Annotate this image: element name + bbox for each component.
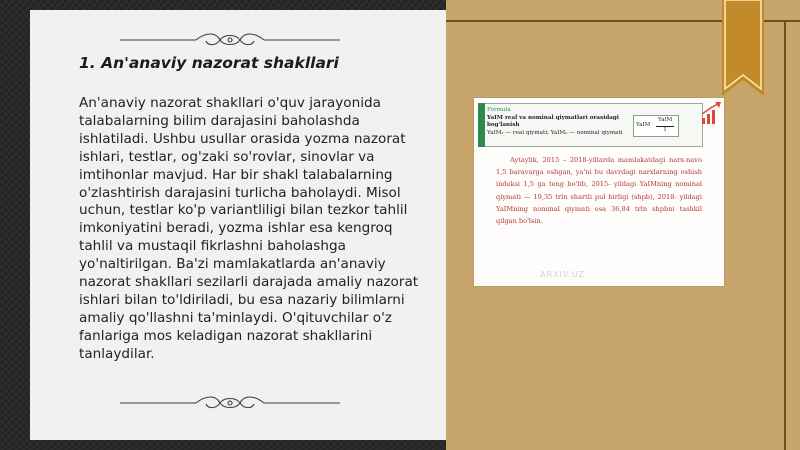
gold-line-right bbox=[784, 20, 786, 450]
formula-text bbox=[487, 107, 627, 137]
formula-title: YaIM real va nominal qiymatlari orasidagi bog'lanish bbox=[487, 114, 619, 129]
watermark: ARXIV.UZ bbox=[540, 270, 586, 279]
growth-arrow-icon bbox=[700, 100, 722, 126]
bookmark-ribbon-icon bbox=[720, 0, 766, 98]
fraction-bottom: I bbox=[664, 127, 667, 133]
fraction-top: YaIM bbox=[658, 117, 673, 123]
flourish-bottom-ornament-icon bbox=[120, 393, 340, 413]
formula-fraction bbox=[633, 115, 679, 137]
fraction-label: YaIM bbox=[636, 122, 651, 128]
slide-body-text: An'anaviy nazorat shakllari o'quv jarayonida talabalarning bilim darajasini baholashda ishlatiladi. Ushbu usullar orasida yozma nazorat ishlari, testlar, og'zaki so'rovlar, sinovlar va imtihonlar mavjud. Har bir shakl talabalarning o'zlashtirish darajasini turlicha baholaydi. Misol uchun, testlar ko'p variantliligi bilan tezkor tahlil imkoniyatini beradi, yozma ishlar esa kengroq tahlil va mustaqil fikrlashni baholashga yo'naltirilgan. Ba'zi mamlakatlarda an'anaviy nazorat shakllari sezilarli darajada amaliy nazorat ishlari bilan to'ldiriladi, bu esa nazariy bilimlarni amaliy qo'llashni ta'minlaydi. O'qituvchilar o'z fanlariga mos keladigan nazorat shakllarini tanlaydilar. bbox=[79, 95, 419, 362]
slide-title: 1. An'anaviy nazorat shakllari bbox=[79, 54, 339, 72]
formula-badge bbox=[478, 103, 485, 147]
formula-legend: YaIM₁ — real qiymati; YaIMₙ — nominal qiymati bbox=[487, 129, 623, 136]
formula-header bbox=[478, 103, 703, 147]
formula-label: Formula bbox=[487, 107, 511, 113]
document-body-text: Aytaylik, 2015 – 2018-yillarda mamlakatdagi narx-navo 1,5 baravarga oshgan, ya'ni bu davrdagi narxlarning oshish indeksi 1,5 ga teng bo'lib, 2015- yildagi YaIMning nominal qiymati — 19,35 trln shartli pul birligi (shpb), 2018- yildagi YaIMning nominal qiymati esa 36,84 trln shpbni tashkil qilgan bo'lsin. bbox=[496, 156, 702, 226]
document-image bbox=[474, 98, 724, 286]
flourish-top-ornament-icon bbox=[120, 30, 340, 50]
